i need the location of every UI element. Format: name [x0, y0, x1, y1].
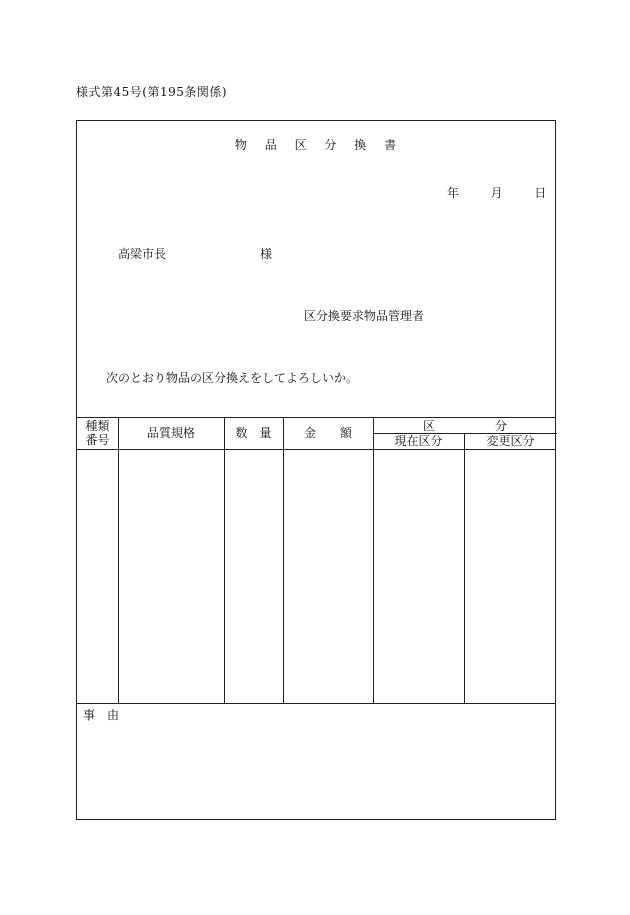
title-char: 分 — [324, 138, 338, 152]
header-quantity: 数 量 — [235, 426, 272, 440]
date-month: 月 — [490, 186, 503, 200]
column-divider — [118, 417, 119, 703]
header-changed-category: 変更区分 — [486, 434, 535, 448]
requester-label: 区分換要求物品管理者 — [304, 309, 425, 323]
title-char: 区 — [294, 138, 308, 152]
header-current-category: 現在区分 — [394, 434, 443, 448]
form-title — [77, 136, 555, 153]
date-line — [447, 184, 546, 201]
table-bottom-line — [77, 703, 555, 704]
table-header-bottom-line — [77, 449, 555, 450]
header-amount: 金 額 — [303, 426, 352, 440]
reason-label: 事 由 — [83, 708, 120, 722]
title-char: 品 — [264, 138, 278, 152]
form-frame — [76, 120, 556, 820]
date-year: 年 — [447, 186, 460, 200]
addressee-honorific: 様 — [260, 247, 273, 261]
header-number-line2: 番号 — [85, 433, 110, 447]
date-day: 日 — [534, 186, 547, 200]
column-divider — [283, 417, 284, 703]
column-divider — [224, 417, 225, 703]
table-top-line — [77, 417, 555, 418]
form-number-label: 様式第45号(第195条関係) — [76, 85, 228, 99]
header-number-line1: 種類 — [85, 419, 110, 433]
column-divider — [373, 417, 374, 703]
header-category: 区 分 — [422, 419, 507, 433]
title-char: 換 — [354, 138, 368, 152]
addressee-name: 高梁市長 — [118, 247, 167, 261]
header-number — [77, 419, 118, 447]
column-divider — [464, 433, 465, 703]
title-char: 物 — [234, 138, 248, 152]
title-char: 書 — [384, 138, 398, 152]
request-text: 次のとおり物品の区分換えをしてよろしいか。 — [106, 371, 359, 385]
header-spec: 品質規格 — [146, 426, 195, 440]
